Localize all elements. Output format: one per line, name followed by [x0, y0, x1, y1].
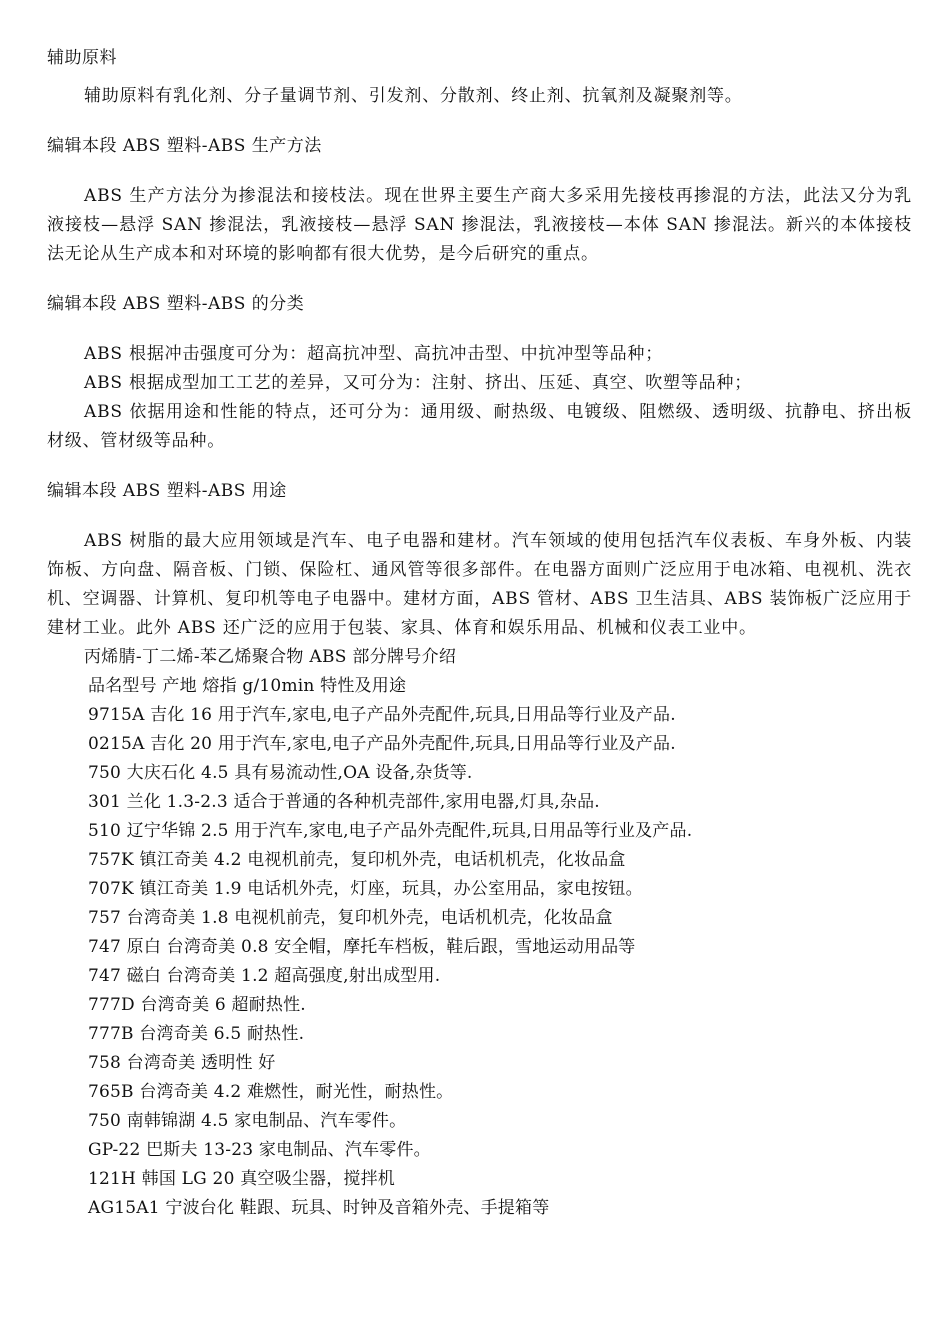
classification-heading: 编辑本段 ABS 塑料-ABS 的分类: [47, 294, 305, 314]
grade-item: 777D 台湾奇美 6 超耐热性.: [88, 995, 306, 1015]
grade-item: 0215A 吉化 20 用于汽车,家电,电子产品外壳配件,玩具,日用品等行业及产品.: [88, 734, 676, 754]
grade-item: 747 磁白 台湾奇美 1.2 超高强度,射出成型用.: [88, 966, 441, 986]
grades-header: 品名型号 产地 熔指 g/10min 特性及用途: [88, 676, 407, 696]
grade-item: 707K 镇江奇美 1.9 电话机外壳，灯座，玩具，办公室用品，家电按钮。: [88, 879, 643, 899]
grade-item: GP-22 巴斯夫 13-23 家电制品、汽车零件。: [88, 1140, 431, 1160]
grade-item: 765B 台湾奇美 4.2 难燃性，耐光性，耐热性。: [88, 1082, 454, 1102]
grade-item: 747 原白 台湾奇美 0.8 安全帽，摩托车档板，鞋后跟，雪地运动用品等: [88, 937, 636, 957]
grade-item: AG15A1 宁波台化 鞋跟、玩具、时钟及音箱外壳、手提箱等: [88, 1198, 550, 1218]
grade-item: 758 台湾奇美 透明性 好: [88, 1053, 276, 1073]
grade-item: 750 南韩锦湖 4.5 家电制品、汽车零件。: [88, 1111, 407, 1131]
grade-item: 777B 台湾奇美 6.5 耐热性.: [88, 1024, 305, 1044]
grade-item: 750 大庆石化 4.5 具有易流动性,OA 设备,杂货等.: [88, 763, 473, 783]
grade-item: 757 台湾奇美 1.8 电视机前壳，复印机外壳，电话机机壳，化妆品盒: [88, 908, 613, 928]
grade-item: 121H 韩国 LG 20 真空吸尘器，搅拌机: [88, 1169, 395, 1189]
production-paragraph: ABS 生产方法分为掺混法和接枝法。现在世界主要生产商大多采用先接枝再掺混的方法，此法又分为乳液接枝—悬浮 SAN 掺混法，乳液接枝—悬浮 SAN 掺混法，乳液接枝—本体 SAN 掺混法。新兴的本体接枝法无论从生产成本和对环境的影响都有很大优势，是今后研究的重点。: [47, 186, 912, 264]
grade-item: 301 兰化 1.3-2.3 适合于普通的各种机壳部件,家用电器,灯具,杂品.: [88, 792, 600, 812]
aux-heading: 辅助原料: [47, 48, 117, 68]
production-heading: 编辑本段 ABS 塑料-ABS 生产方法: [47, 136, 322, 156]
grade-item: 757K 镇江奇美 4.2 电视机前壳，复印机外壳，电话机机壳，化妆品盒: [88, 850, 626, 870]
usage-paragraph: ABS 树脂的最大应用领域是汽车、电子电器和建材。汽车领域的使用包括汽车仪表板、车身外板、内装饰板、方向盘、隔音板、门锁、保险杠、通风管等很多部件。在电器方面则广泛应用于电冰箱、电视机、洗衣机、空调器、计算机、复印机等电子电器中。建材方面，ABS 管材、ABS 卫生洁具、ABS 装饰板广泛应用于建材工业。此外 ABS 还广泛的应用于包装、家具、体育和娱乐用品、机械和仪表工业中。: [47, 531, 912, 638]
grades-list: [47, 701, 912, 1223]
aux-paragraph: 辅助原料有乳化剂、分子量调节剂、引发剂、分散剂、终止剂、抗氧剂及凝聚剂等。: [84, 86, 743, 106]
classification-paragraph-3: ABS 依据用途和性能的特点，还可分为：通用级、耐热级、电镀级、阻燃级、透明级、抗静电、挤出板材级、管材级等品种。: [47, 402, 912, 451]
usage-heading: 编辑本段 ABS 塑料-ABS 用途: [47, 481, 287, 501]
document-page: [47, 44, 912, 1223]
grade-item: 510 辽宁华锦 2.5 用于汽车,家电,电子产品外壳配件,玩具,日用品等行业及产品.: [88, 821, 693, 841]
grade-item: 9715A 吉化 16 用于汽车,家电,电子产品外壳配件,玩具,日用品等行业及产品.: [88, 705, 676, 725]
classification-paragraph-2: ABS 根据成型加工工艺的差异，又可分为：注射、挤出、压延、真空、吹塑等品种；: [84, 373, 753, 393]
grades-title: 丙烯腈-丁二烯-苯乙烯聚合物 ABS 部分牌号介绍: [84, 647, 457, 667]
classification-paragraph-1: ABS 根据冲击强度可分为：超高抗冲型、高抗冲击型、中抗冲型等品种；: [84, 344, 664, 364]
